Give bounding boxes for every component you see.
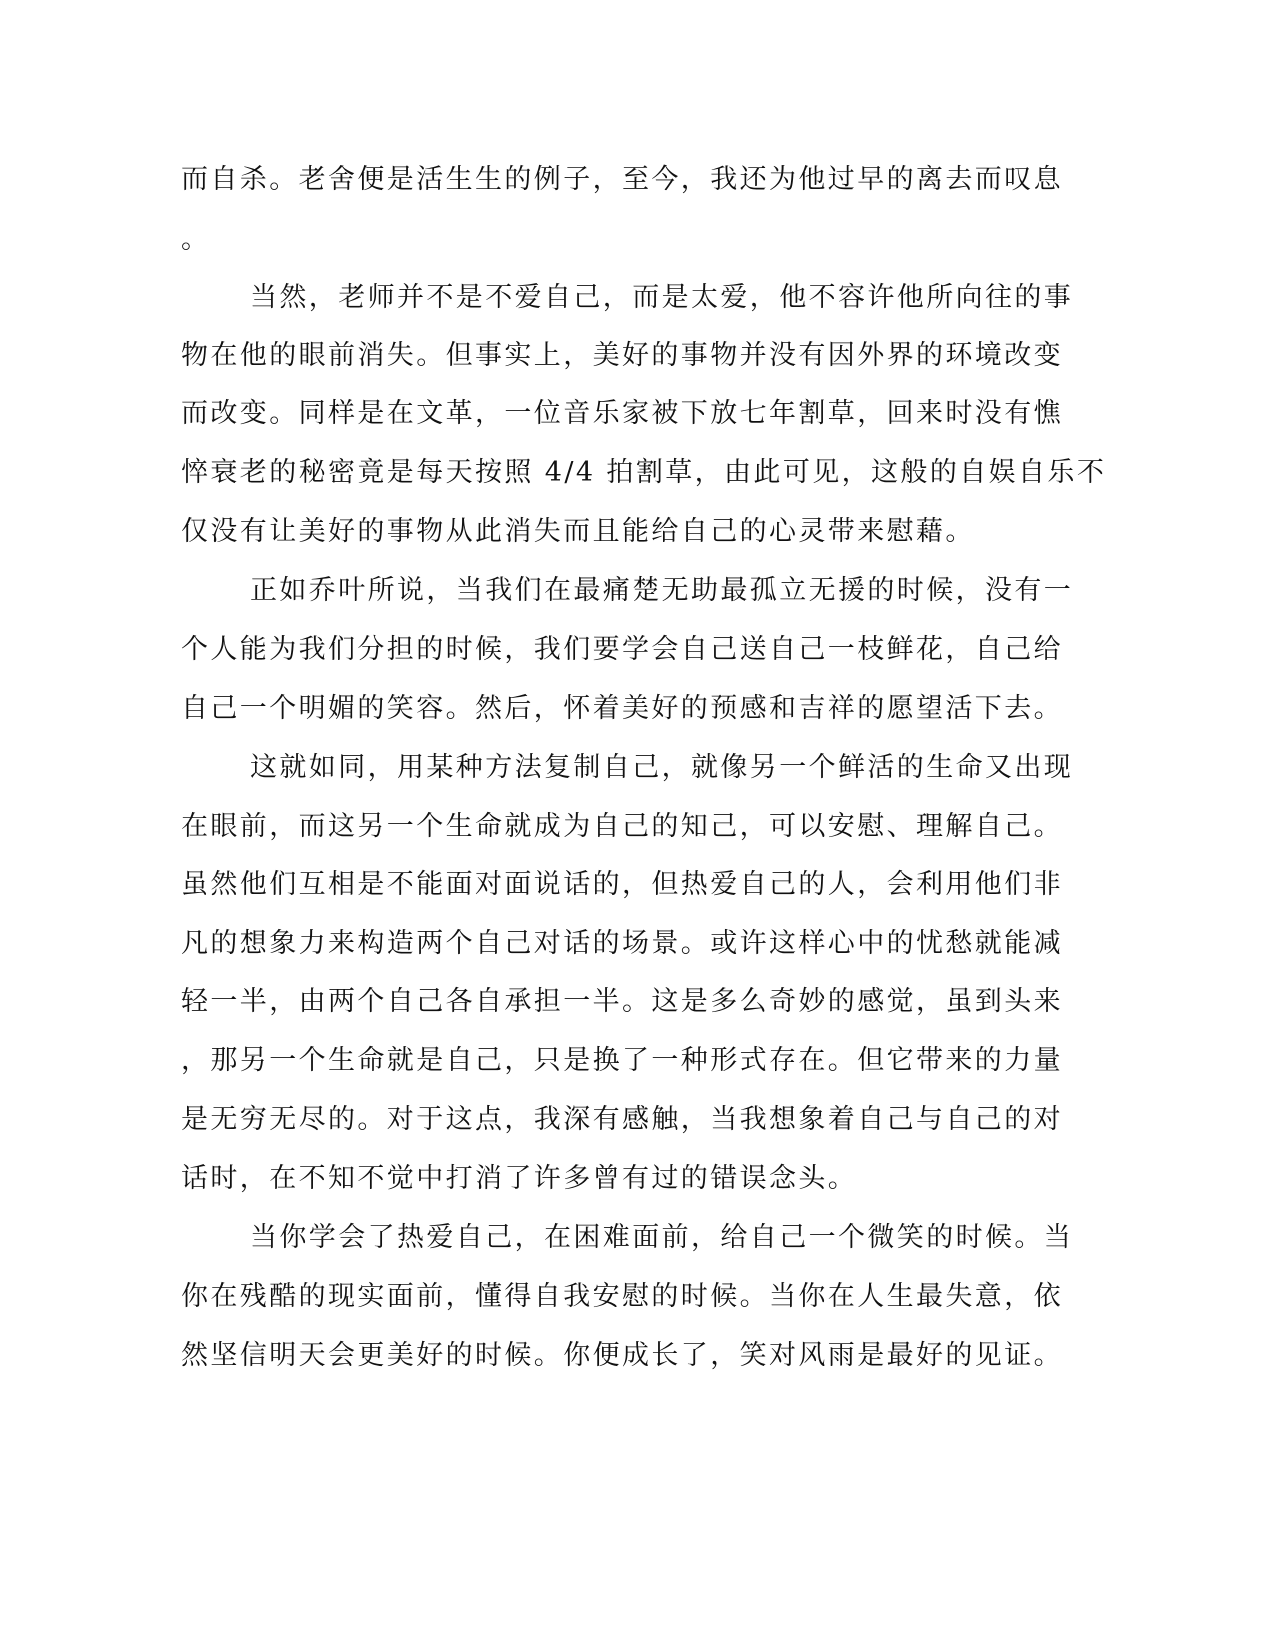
text-line: 在眼前，而这另一个生命就成为自己的知己，可以安慰、理解自己。: [181, 811, 1063, 842]
paragraph-first-line: 当然，老师并不是不爱自己，而是太爱，他不容许他所向往的事: [250, 282, 1074, 313]
text-line: 你在残酷的现实面前，懂得自我安慰的时候。当你在人生最失意，依: [181, 1281, 1063, 1312]
text-line: 然坚信明天会更美好的时候。你便成长了，笑对风雨是最好的见证。: [181, 1340, 1063, 1371]
text-line: 凡的想象力来构造两个自己对话的场景。或许这样心中的忧愁就能减: [181, 928, 1063, 959]
paragraph-first-line: 这就如同，用某种方法复制自己，就像另一个鲜活的生命又出现: [250, 752, 1074, 783]
text-line: 仅没有让美好的事物从此消失而且能给自己的心灵带来慰藉。: [181, 516, 975, 547]
text-line: 轻一半，由两个自己各自承担一半。这是多么奇妙的感觉，虽到头来: [181, 986, 1063, 1017]
paragraph-first-line: 当你学会了热爱自己，在困难面前，给自己一个微笑的时候。当: [250, 1222, 1074, 1253]
text-line: 话时，在不知不觉中打消了许多曾有过的错误念头。: [181, 1163, 858, 1194]
text-line: 而自杀。老舍便是活生生的例子，至今，我还为他过早的离去而叹息: [181, 164, 1063, 195]
text-line: 是无穷无尽的。对于这点，我深有感触，当我想象着自己与自己的对: [181, 1104, 1063, 1135]
paragraph-first-line: 正如乔叶所说，当我们在最痛楚无助最孤立无援的时候，没有一: [250, 575, 1074, 606]
text-line: 虽然他们互相是不能面对面说话的，但热爱自己的人，会利用他们非: [181, 869, 1063, 900]
text-line: 。: [181, 224, 211, 255]
text-line: ，那另一个生命就是自己，只是换了一种形式存在。但它带来的力量: [181, 1045, 1063, 1076]
text-line: 个人能为我们分担的时候，我们要学会自己送自己一枝鲜花，自己给: [181, 634, 1063, 665]
text-line: 物在他的眼前消失。但事实上，美好的事物并没有因外界的环境改变: [181, 340, 1063, 371]
text-line: 自己一个明媚的笑容。然后，怀着美好的预感和吉祥的愿望活下去。: [181, 693, 1063, 724]
text-line: 而改变。同样是在文革，一位音乐家被下放七年割草，回来时没有憔: [181, 398, 1063, 429]
text-line: 悴衰老的秘密竟是每天按照 4/4 拍割草，由此可见，这般的自娱自乐不: [181, 457, 1107, 488]
